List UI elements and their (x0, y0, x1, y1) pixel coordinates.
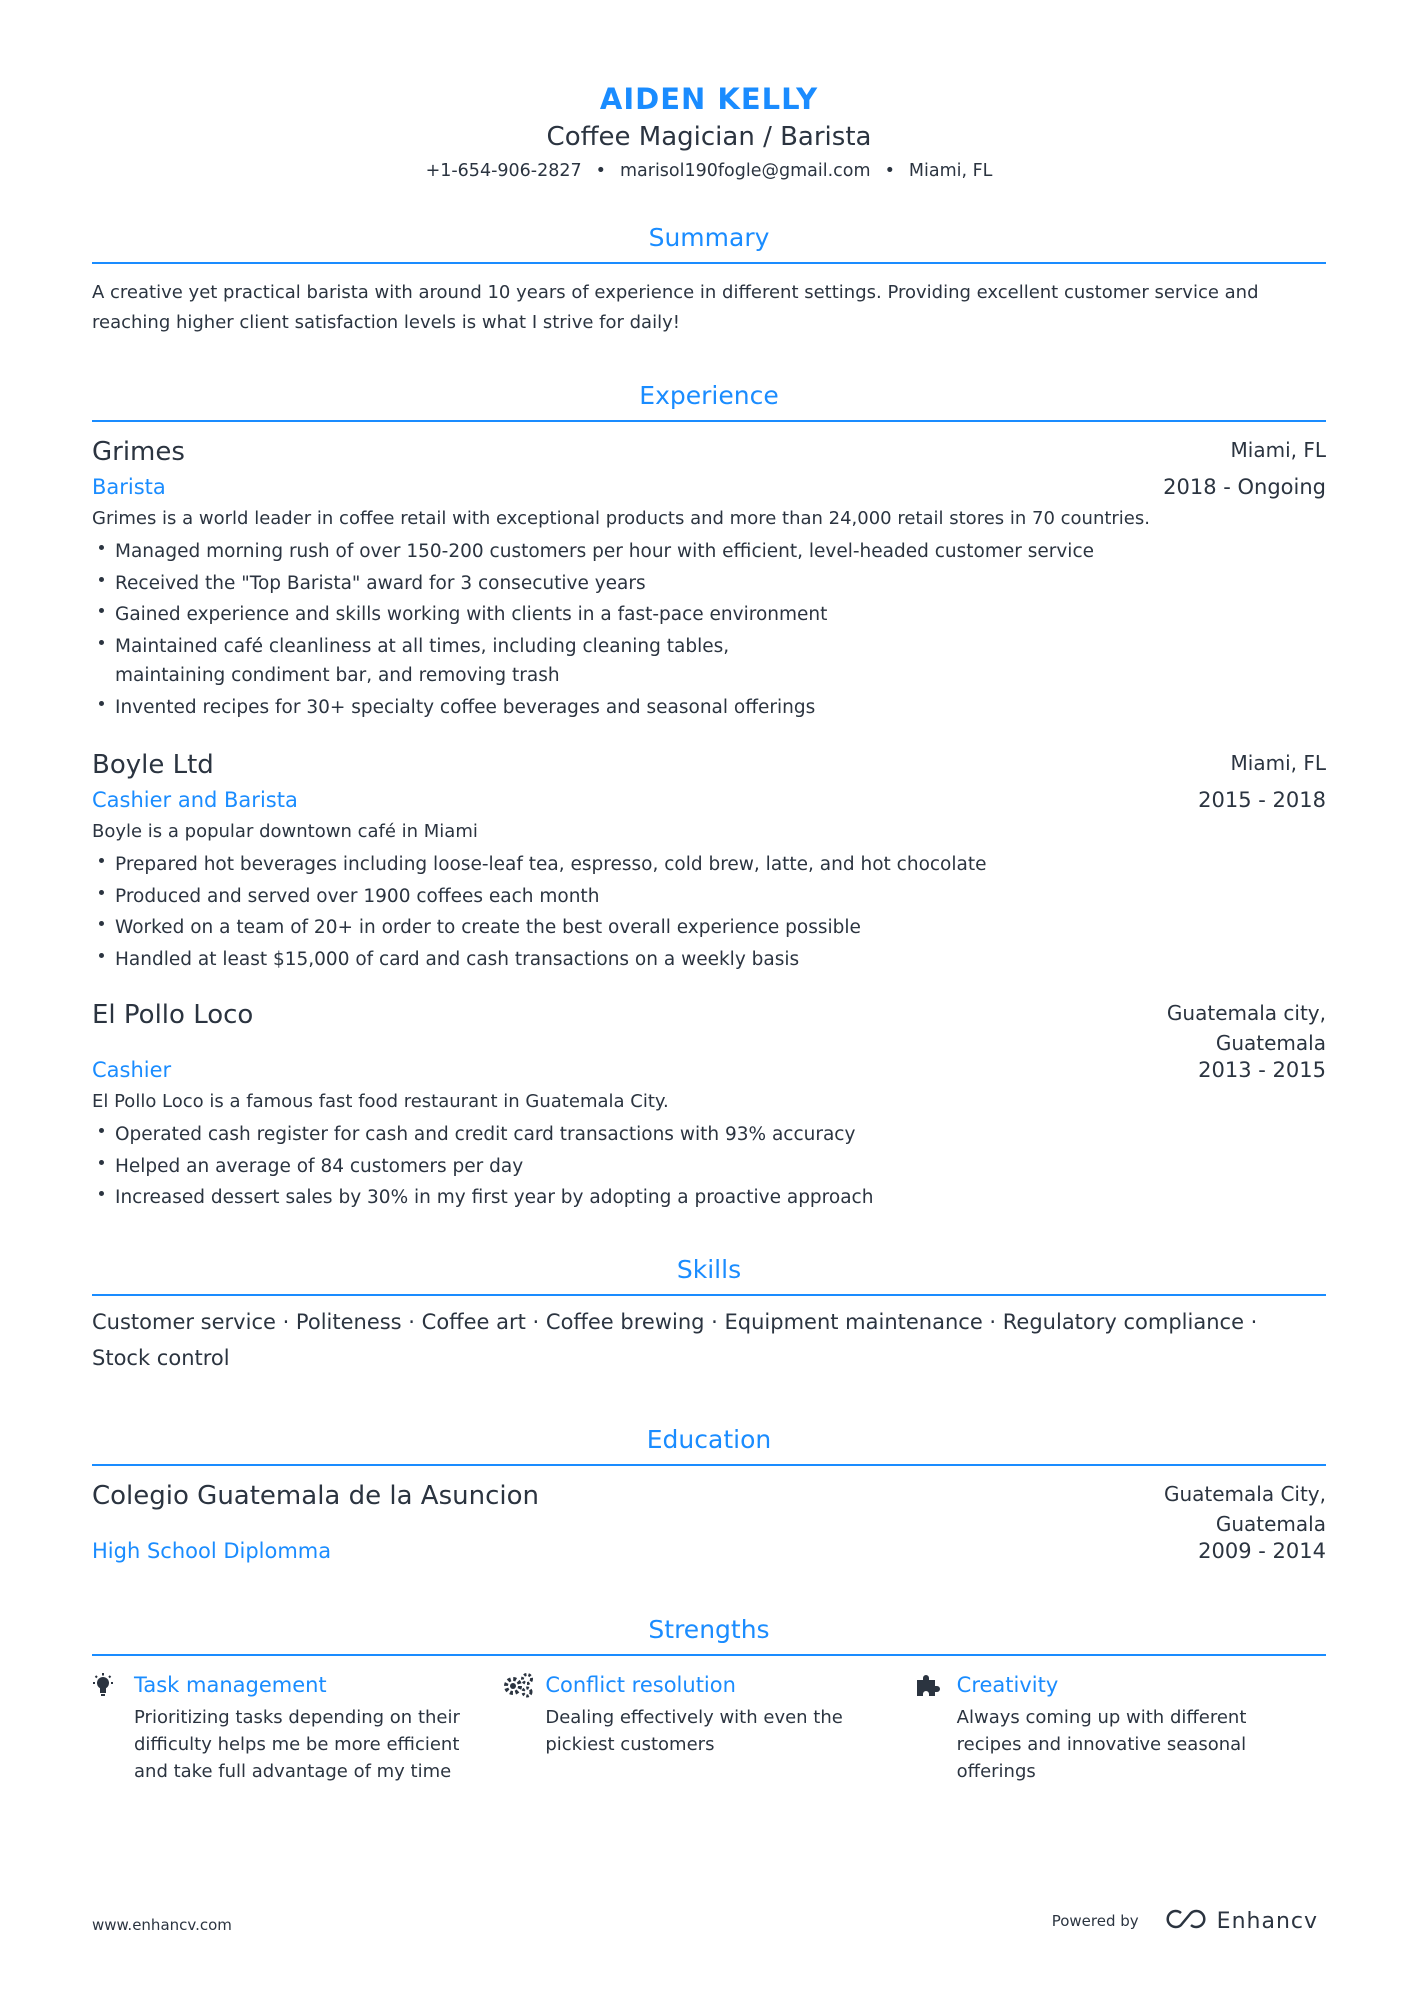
strength-item (503, 1670, 914, 1785)
company-name: Boyle Ltd (92, 750, 214, 780)
company-description: El Pollo Loco is a famous fast food restaurant in Guatemala City. (92, 1091, 669, 1112)
summary-text: A creative yet practical barista with around 10 years of experience in different settings. Providing excellent customer service and reaching higher client satisfaction levels is what I strive for daily! (92, 282, 1259, 333)
skills-line: Customer service · Politeness · Coffee art · Coffee brewing · Equipment maintenance · Regulatory compliance · (92, 1309, 1258, 1334)
company-description: Grimes is a world leader in coffee retail with exceptional products and more than 24,000 retail stores in 70 countries. (92, 508, 1150, 529)
list-item: Managed morning rush of over 150-200 customers per hour with efficient, level-headed customer service (92, 536, 1326, 568)
section-title-experience: Experience (639, 381, 779, 410)
job-role: Cashier and Barista (92, 788, 298, 812)
job-dates: 2015 - 2018 (1198, 788, 1326, 812)
list-item: Invented recipes for 30+ specialty coffee beverages and seasonal offerings (92, 692, 1326, 724)
job-location-line: Guatemala (1215, 1031, 1326, 1055)
strength-text: Always coming up with different recipes and innovative seasonal offerings (956, 1706, 1247, 1782)
enhancv-logo-icon (1163, 1907, 1209, 1935)
job-dates: 2013 - 2015 (1198, 1058, 1326, 1082)
candidate-title: Coffee Magician / Barista (546, 122, 872, 152)
job-location: Miami, FL (1230, 751, 1326, 775)
school-location-line: Guatemala City, (1163, 1481, 1326, 1506)
school-location (1164, 1478, 1326, 1540)
powered-by-label: Powered by (1051, 1912, 1139, 1930)
job-location-line: Guatemala city, (1166, 1001, 1326, 1025)
achievement-list (92, 1119, 1326, 1214)
company-name: El Pollo Loco (92, 1000, 254, 1030)
strength-text: Prioritizing tasks depending on their difficulty helps me be more efficient and take full advantage of my time (134, 1706, 460, 1782)
achievement-list (92, 536, 1326, 723)
school-name: Colegio Guatemala de la Asuncion (92, 1480, 539, 1511)
list-item: Worked on a team of 20+ in order to create the best overall experience possible (92, 912, 1326, 944)
strength-item (915, 1670, 1326, 1785)
job-location: Miami, FL (1230, 438, 1326, 462)
section-divider (92, 262, 1326, 264)
list-item: Received the "Top Barista" award for 3 consecutive years (92, 568, 1326, 600)
footer-branding (1052, 1907, 1318, 1935)
list-item: Helped an average of 84 customers per day (92, 1151, 1326, 1183)
section-title-education: Education (646, 1424, 772, 1454)
email: marisol190fogle@gmail.com (619, 161, 871, 181)
strength-title: Creativity (956, 1672, 1059, 1697)
experience-section (92, 378, 1326, 1214)
school-location-line: Guatemala (1215, 1511, 1326, 1536)
job-entry (92, 997, 1326, 1214)
list-item: Handled at least $15,000 of card and cash transactions on a weekly basis (92, 944, 1326, 976)
job-location (1167, 997, 1326, 1059)
strength-text: Dealing effectively with even the pickiest customers (545, 1706, 843, 1755)
company-name: Grimes (92, 437, 185, 467)
section-divider (92, 1654, 1326, 1656)
section-title-skills: Skills (676, 1254, 742, 1284)
job-role: Cashier (92, 1058, 172, 1082)
strength-title: Task management (134, 1672, 327, 1697)
phone: +1-654-906-2827 (425, 161, 582, 181)
education-entry (92, 1478, 1326, 1568)
strength-item (92, 1670, 503, 1785)
section-divider (92, 1294, 1326, 1296)
job-entry (92, 434, 1326, 723)
list-item: Gained experience and skills working with clients in a fast-pace environment (92, 599, 1326, 631)
list-item: Increased dessert sales by 30% in my first year by adopting a proactive approach (92, 1182, 1326, 1214)
list-item: Maintained café cleanliness at all times, including cleaning tables, (92, 631, 1326, 663)
separator-dot: • (595, 161, 606, 181)
strengths-section (92, 1612, 1326, 1785)
education-section (92, 1422, 1326, 1568)
strength-title: Conflict resolution (545, 1672, 736, 1697)
separator-dot: • (884, 161, 895, 181)
brand-name: Enhancv (1216, 1908, 1318, 1934)
list-item-continuation: maintaining condiment bar, and removing trash (115, 665, 560, 686)
footer-website-link[interactable]: www.enhancv.com (92, 1916, 232, 1934)
section-divider (92, 420, 1326, 422)
contact-line (92, 158, 1326, 184)
skills-list (92, 1304, 1326, 1376)
summary-section (92, 220, 1326, 338)
degree: High School Diplomma (92, 1538, 332, 1563)
achievement-list (92, 849, 1326, 975)
skills-section (92, 1252, 1326, 1376)
puzzle-icon (915, 1670, 957, 1700)
section-title-strengths: Strengths (648, 1614, 770, 1644)
job-dates: 2018 - Ongoing (1163, 475, 1326, 499)
section-divider (92, 1464, 1326, 1466)
strengths-list (92, 1670, 1326, 1785)
list-item: Produced and served over 1900 coffees each month (92, 881, 1326, 913)
education-dates: 2009 - 2014 (1198, 1538, 1326, 1563)
location: Miami, FL (908, 161, 993, 181)
list-item: Prepared hot beverages including loose-leaf tea, espresso, cold brew, latte, and hot chocolate (92, 849, 1326, 881)
gears-icon (503, 1670, 545, 1700)
resume-page (92, 0, 1326, 1785)
skills-line: Stock control (92, 1345, 230, 1370)
company-description: Boyle is a popular downtown café in Miami (92, 821, 478, 842)
section-title-summary: Summary (648, 223, 770, 252)
list-item: Operated cash register for cash and credit card transactions with 93% accuracy (92, 1119, 1326, 1151)
job-role: Barista (92, 475, 166, 499)
candidate-name: AIDEN KELLY (599, 82, 819, 116)
lightbulb-icon (92, 1670, 134, 1700)
job-entry (92, 747, 1326, 975)
